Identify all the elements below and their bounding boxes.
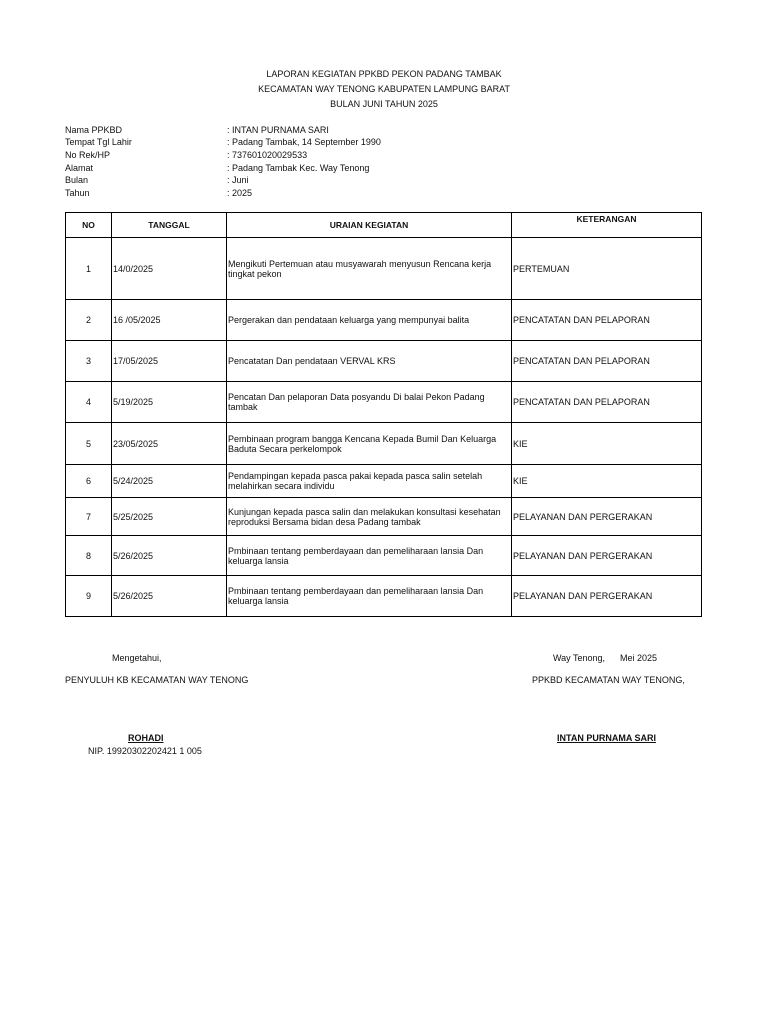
row-number: 9 xyxy=(66,576,112,617)
place-date: Way Tenong, xyxy=(553,653,606,663)
row-date: 17/05/2025 xyxy=(112,341,227,382)
row-activity: Pencatatan Dan pendataan VERVAL KRS xyxy=(227,341,512,382)
table-header-row xyxy=(66,213,702,238)
report-subtitle-district: KECAMATAN WAY TENONG KABUPATEN LAMPUNG BARAT xyxy=(258,84,510,94)
row-note: KIE xyxy=(512,465,702,498)
row-number: 3 xyxy=(66,341,112,382)
info-value-birth: : Padang Tambak, 14 September 1990 xyxy=(227,137,381,147)
row-number: 2 xyxy=(66,300,112,341)
row-note: PELAYANAN DAN PERGERAKAN xyxy=(512,576,702,617)
info-label-name: Nama PPKBD xyxy=(65,125,123,135)
row-activity: Kunjungan kepada pasca salin dan melakukan konsultasi kesehatan reproduksi Bersama bidan desa Padang tambak xyxy=(227,498,512,536)
column-header-no: NO xyxy=(66,213,112,238)
row-date: 5/25/2025 xyxy=(112,498,227,536)
info-value-month: : Juni xyxy=(227,175,249,185)
row-number: 6 xyxy=(66,465,112,498)
row-number: 7 xyxy=(66,498,112,536)
month-year: Mei 2025 xyxy=(620,653,658,663)
row-note: PERTEMUAN xyxy=(512,238,702,300)
row-note: PENCATATAN DAN PELAPORAN xyxy=(512,300,702,341)
right-signer-title: PPKBD KECAMATAN WAY TENONG, xyxy=(532,675,685,685)
row-date: 5/24/2025 xyxy=(112,465,227,498)
column-header-note: KETERANGAN xyxy=(512,213,702,238)
table-row xyxy=(66,465,702,498)
row-date: 23/05/2025 xyxy=(112,423,227,465)
left-signer-name: ROHADI xyxy=(128,733,164,743)
info-value-year: : 2025 xyxy=(227,188,253,198)
row-activity: Pendampingan kepada pasca pakai kepada pasca salin setelah melahirkan secara individu xyxy=(227,465,512,498)
table-row xyxy=(66,238,702,300)
row-number: 8 xyxy=(66,536,112,576)
right-signer-name: INTAN PURNAMA SARI xyxy=(557,733,656,743)
info-label-birth: Tempat Tgl Lahir xyxy=(65,137,132,147)
row-activity: Mengikuti Pertemuan atau musyawarah menyusun Rencana kerja tingkat pekon xyxy=(227,238,512,300)
row-date: 16 /05/2025 xyxy=(112,300,227,341)
row-activity: Pergerakan dan pendataan keluarga yang mempunyai balita xyxy=(227,300,512,341)
row-note: PENCATATAN DAN PELAPORAN xyxy=(512,382,702,423)
left-signer-nip: NIP. 19920302202421 1 005 xyxy=(88,746,202,756)
report-subtitle-period: BULAN JUNI TAHUN 2025 xyxy=(330,99,438,109)
info-label-address: Alamat xyxy=(65,163,94,173)
table-row xyxy=(66,300,702,341)
info-value-account: : 737601020029533 xyxy=(227,150,308,160)
activity-table xyxy=(65,212,702,617)
info-label-year: Tahun xyxy=(65,188,90,198)
table-row xyxy=(66,423,702,465)
row-number: 1 xyxy=(66,238,112,300)
row-date: 5/19/2025 xyxy=(112,382,227,423)
table-row xyxy=(66,536,702,576)
row-number: 5 xyxy=(66,423,112,465)
table-row xyxy=(66,498,702,536)
table-row xyxy=(66,576,702,617)
left-signer-title: PENYULUH KB KECAMATAN WAY TENONG xyxy=(65,675,249,685)
row-number: 4 xyxy=(66,382,112,423)
info-value-name: : INTAN PURNAMA SARI xyxy=(227,125,329,135)
row-activity: Pmbinaan tentang pemberdayaan dan pemeliharaan lansia Dan keluarga lansia xyxy=(227,536,512,576)
column-header-date: TANGGAL xyxy=(112,213,227,238)
row-activity: Pmbinaan tentang pemberdayaan dan pemeliharaan lansia Dan keluarga lansia xyxy=(227,576,512,617)
info-label-month: Bulan xyxy=(65,175,89,185)
column-header-activity: URAIAN KEGIATAN xyxy=(227,213,512,238)
row-date: 5/26/2025 xyxy=(112,536,227,576)
row-note: KIE xyxy=(512,423,702,465)
row-date: 5/26/2025 xyxy=(112,576,227,617)
table-row xyxy=(66,382,702,423)
info-label-account: No Rek/HP xyxy=(65,150,111,160)
row-activity: Pembinaan program bangga Kencana Kepada Bumil Dan Keluarga Baduta Secara perkelompok xyxy=(227,423,512,465)
report-title: LAPORAN KEGIATAN PPKBD PEKON PADANG TAMBAK xyxy=(266,69,502,79)
acknowledged-label: Mengetahui, xyxy=(112,653,162,663)
info-value-address: : Padang Tambak Kec. Way Tenong xyxy=(227,163,370,173)
row-note: PELAYANAN DAN PERGERAKAN xyxy=(512,498,702,536)
row-note: PELAYANAN DAN PERGERAKAN xyxy=(512,536,702,576)
row-note: PENCATATAN DAN PELAPORAN xyxy=(512,341,702,382)
row-activity: Pencatan Dan pelaporan Data posyandu Di balai Pekon Padang tambak xyxy=(227,382,512,423)
table-row xyxy=(66,341,702,382)
row-date: 14/0/2025 xyxy=(112,238,227,300)
